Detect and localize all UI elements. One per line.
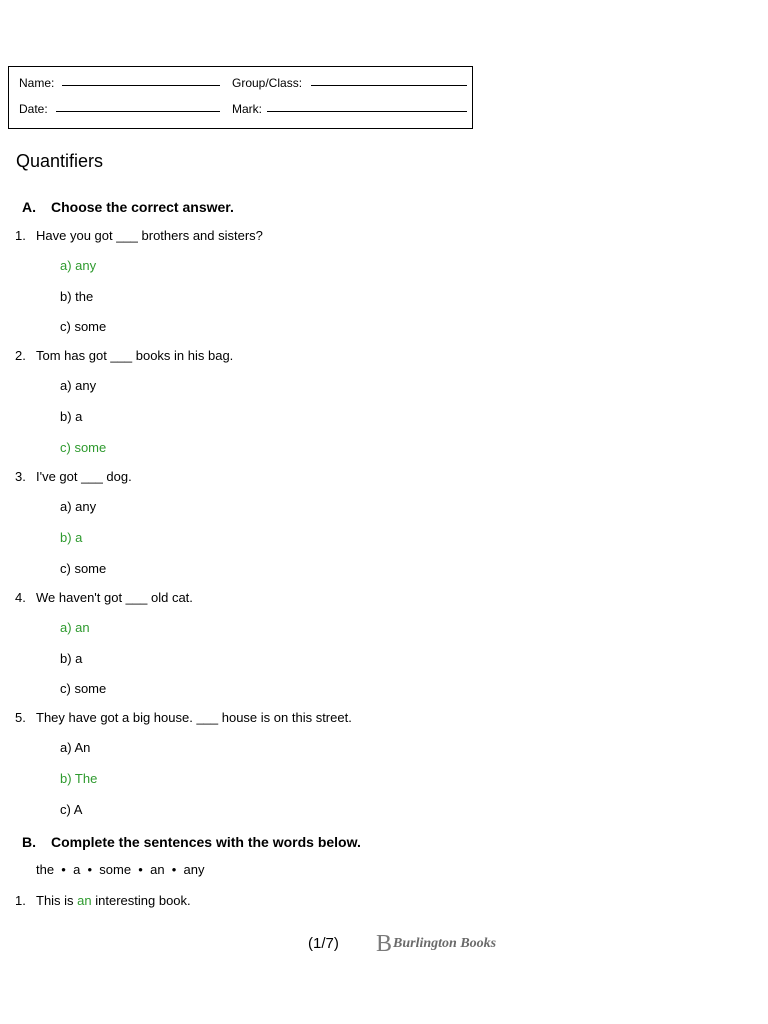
question-number: 4.: [15, 590, 26, 605]
question-text: We haven't got ___ old cat.: [36, 590, 193, 605]
section-b-letter: B.: [22, 834, 36, 850]
date-line: [56, 111, 220, 112]
option-correct: b) The: [60, 771, 98, 786]
logo-text: Burlington Books: [393, 936, 497, 951]
option: c) some: [60, 681, 107, 696]
student-info-box: [8, 66, 473, 129]
question-number: 1.: [15, 228, 26, 243]
sentence-before: This is: [36, 893, 78, 908]
option-correct: a) an: [60, 620, 90, 635]
logo-mark-icon: B: [376, 931, 393, 957]
option: a) An: [60, 740, 91, 755]
sentence-number: 1.: [15, 893, 26, 908]
question-text: Have you got ___ brothers and sisters?: [36, 228, 263, 243]
word-bank: the • a • some • an • any: [36, 862, 205, 877]
burlington-books-logo: [376, 932, 496, 956]
question-text: Tom has got ___ books in his bag.: [36, 348, 234, 363]
group-label: Group/Class:: [232, 76, 303, 90]
option: c) some: [60, 561, 107, 576]
option-correct: c) some: [60, 440, 107, 455]
question-number: 2.: [15, 348, 26, 363]
mark-label: Mark:: [232, 102, 262, 116]
option-correct: a) any: [60, 258, 97, 273]
section-a-instruction: Choose the correct answer.: [51, 199, 234, 215]
question-number: 3.: [15, 469, 26, 484]
page-number: (1/7): [308, 935, 339, 952]
section-a-letter: A.: [22, 199, 36, 215]
sentence-after: interesting book.: [91, 893, 191, 908]
option: b) the: [60, 289, 94, 304]
question-text: They have got a big house. ___ house is on this street.: [36, 710, 352, 725]
option: c) some: [60, 319, 107, 334]
question-text: I've got ___ dog.: [36, 469, 132, 484]
page-title: Quantifiers: [16, 151, 104, 171]
sentence: [36, 893, 191, 908]
option-correct: b) a: [60, 530, 83, 545]
group-line: [311, 85, 467, 86]
name-line: [62, 85, 220, 86]
section-b-instruction: Complete the sentences with the words below.: [51, 834, 361, 850]
question-number: 5.: [15, 710, 26, 725]
option: a) any: [60, 499, 97, 514]
sentence-answer: an: [77, 893, 92, 908]
option: c) A: [60, 802, 83, 817]
name-label: Name:: [19, 76, 55, 90]
date-label: Date:: [19, 102, 48, 116]
option: b) a: [60, 651, 83, 666]
option: a) any: [60, 378, 97, 393]
option: b) a: [60, 409, 83, 424]
mark-line: [267, 111, 467, 112]
